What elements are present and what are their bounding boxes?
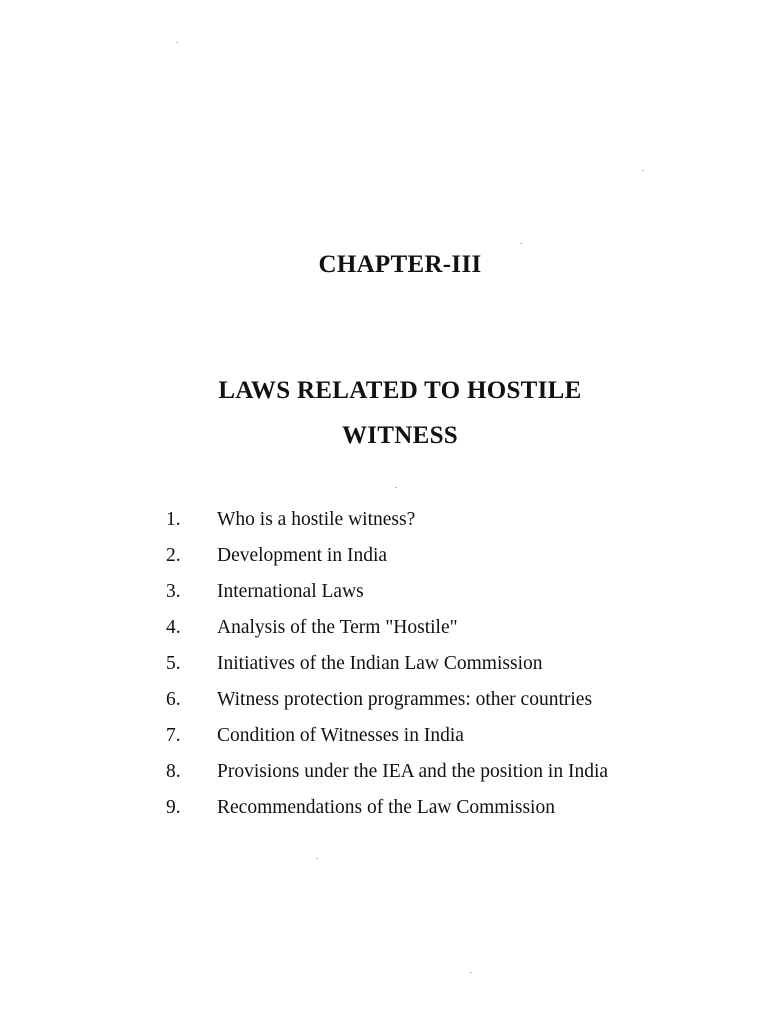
list-item — [0, 797, 768, 833]
item-text: Development in India — [217, 545, 388, 566]
chapter-title-line-1: LAWS RELATED TO HOSTILE — [218, 377, 582, 404]
item-number: 4. — [166, 617, 181, 638]
item-text: Witness protection programmes: other countries — [217, 689, 593, 710]
list-item — [0, 509, 768, 545]
scan-speck — [470, 972, 472, 973]
chapter-heading: CHAPTER-III — [318, 251, 482, 278]
item-text: Condition of Witnesses in India — [217, 725, 464, 746]
scan-speck — [520, 243, 522, 244]
chapter-contents-list — [0, 509, 768, 833]
item-number: 2. — [166, 545, 181, 566]
list-item — [0, 689, 768, 725]
item-number: 8. — [166, 761, 181, 782]
item-text: Who is a hostile witness? — [217, 509, 416, 530]
item-number: 7. — [166, 725, 181, 746]
item-number: 9. — [166, 797, 181, 818]
list-item — [0, 653, 768, 689]
scan-speck — [176, 42, 178, 43]
list-item — [0, 581, 768, 617]
item-number: 3. — [166, 581, 181, 602]
item-number: 5. — [166, 653, 181, 674]
item-number: 1. — [166, 509, 181, 530]
scan-speck — [642, 170, 644, 171]
item-text: International Laws — [217, 581, 364, 602]
item-text: Analysis of the Term "Hostile" — [217, 617, 458, 638]
list-item — [0, 725, 768, 761]
chapter-title-line-2: WITNESS — [341, 422, 459, 449]
item-text: Provisions under the IEA and the position in India — [217, 761, 609, 782]
item-text: Recommendations of the Law Commission — [217, 797, 555, 818]
item-number: 6. — [166, 689, 181, 710]
item-text: Initiatives of the Indian Law Commission — [217, 653, 543, 674]
list-item — [0, 761, 768, 797]
scan-speck — [316, 858, 318, 859]
list-item — [0, 545, 768, 581]
scan-speck — [395, 487, 397, 488]
list-item — [0, 617, 768, 653]
